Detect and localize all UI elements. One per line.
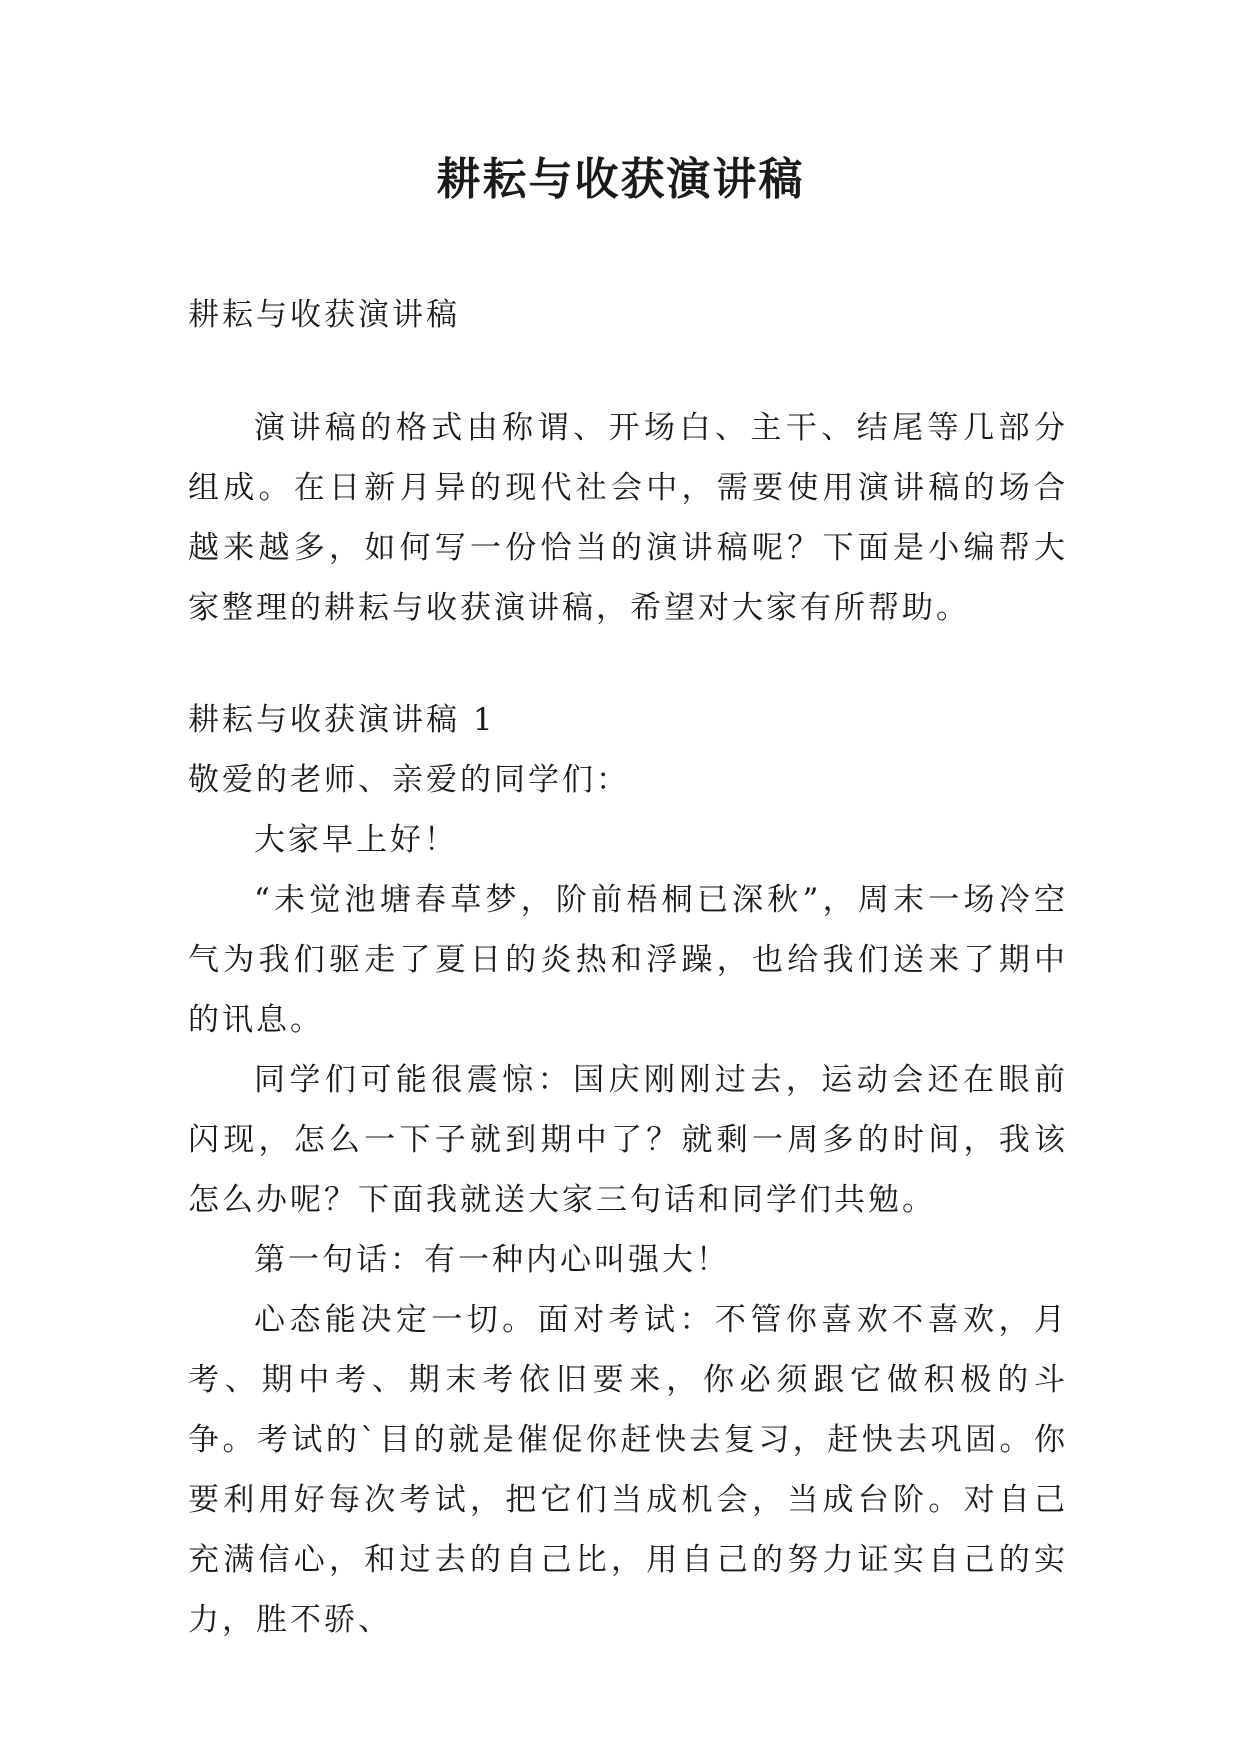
salutation: 敬爱的老师、亲爱的同学们： (188, 762, 630, 798)
body-paragraph: 同学们可能很震惊：国庆刚刚过去，运动会还在眼前闪现，怎么一下子就到期中了？就剩一周多的时间，我该怎么办呢？下面我就送大家三句话和同学们共勉。 (188, 1062, 1068, 1218)
greeting: 大家早上好！ (254, 822, 458, 858)
section-heading: 耕耘与收获演讲稿 1 (188, 702, 496, 738)
document-body (188, 285, 1068, 1650)
intro-paragraph: 演讲稿的格式由称谓、开场白、主干、结尾等几部分组成。在日新月异的现代社会中，需要使用演讲稿的场合越来越多，如何写一份恰当的演讲稿呢？下面是小编帮大家整理的耕耘与收获演讲稿，希望对大家有所帮助。 (188, 410, 1068, 626)
body-paragraph: 第一句话：有一种内心叫强大！ (254, 1242, 730, 1278)
document-subtitle: 耕耘与收获演讲稿 (188, 297, 460, 333)
body-paragraph: 心态能决定一切。面对考试：不管你喜欢不喜欢，月考、期中考、期末考依旧要来，你必须跟它做积极的斗争。考试的`目的就是催促你赶快去复习，赶快去巩固。你要利用好每次考试，把它们当成机会，当成台阶。对自己充满信心，和过去的自己比，用自己的努力证实自己的实力，胜不骄、 (188, 1302, 1068, 1638)
body-paragraph: “未觉池塘春草梦，阶前梧桐已深秋”，周末一场冷空气为我们驱走了夏日的炎热和浮躁，也给我们送来了期中的讯息。 (188, 882, 1068, 1038)
page-title: 耕耘与收获演讲稿 (436, 154, 805, 205)
